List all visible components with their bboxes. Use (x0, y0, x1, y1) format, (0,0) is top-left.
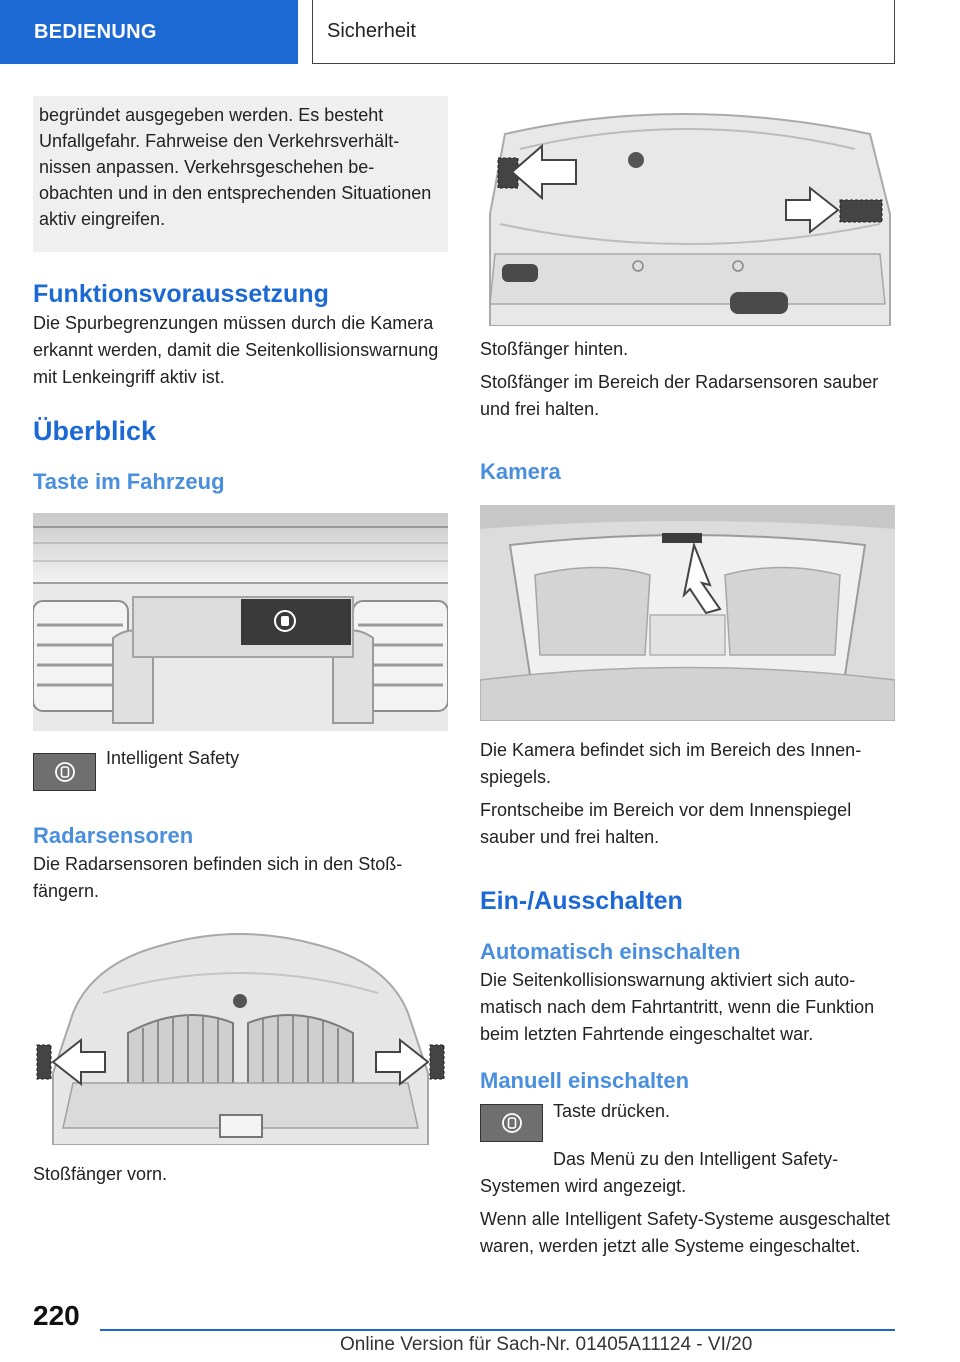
manual-button-row (480, 1098, 895, 1142)
left-column (33, 96, 448, 1188)
paragraph-funktion: Die Spurbegrenzungen müssen durch die Kamera erkannt werden, damit die Seitenkollisionswarnung mit Lenkeingriff aktiv ist. (33, 313, 439, 387)
paragraph-kamera-1: Die Kamera befindet sich im Bereich des Innenspiegels. (480, 740, 862, 787)
paragraph-rear-sensors: Stoßfänger im Bereich der Radarsensoren sauber und frei halten. (480, 372, 879, 419)
front-bumper-figure (33, 923, 448, 1145)
paragraph-wenn-alle: Wenn alle Intelligent Safety-Systeme ausgeschaltet waren, werden jetzt alle Systeme eingeschaltet. (480, 1209, 890, 1256)
footer-divider (100, 1329, 895, 1331)
paragraph-menu: Das Menü zu den Intelligent Safety-Systemen wird angezeigt. (480, 1149, 839, 1196)
button-label-intelligent-safety: Intelligent Safety (106, 748, 240, 768)
heading-automatisch-einschalten: Automatisch einschalten (480, 939, 741, 964)
header-section-tab: BEDIENUNG (0, 0, 298, 64)
heading-kamera: Kamera (480, 459, 561, 484)
front-car-illustration (33, 923, 448, 1145)
caption-stossfaenger-hinten: Stoßfänger hinten. (480, 339, 629, 359)
heading-ueberblick: Überblick (33, 416, 157, 446)
caption-stossfaenger-vorn: Stoßfänger vorn. (33, 1164, 168, 1184)
heading-funktionsvoraussetzung: Funktionsvoraussetzung (33, 280, 329, 308)
heading-taste-im-fahrzeug: Taste im Fahrzeug (33, 469, 225, 494)
rear-car-illustration (480, 104, 895, 326)
online-version-text: Online Version für Sach-Nr. 01405A11124 - VI/20 (340, 1334, 753, 1355)
car-shield-icon (33, 753, 96, 791)
dashboard-button-figure (33, 513, 448, 731)
heading-radarsensoren: Radarsensoren (33, 823, 194, 848)
warning-text: begründet ausgegeben werden. Es besteht Unfallgefahr. Fahrweise den Verkehrsverhältnissen anpassen. Verkehrsgeschehen beobachten und in den entsprechenden Situationen aktiv eingreifen. (39, 105, 432, 229)
warning-box (33, 96, 448, 252)
paragraph-taste-druecken: Taste drücken. (553, 1101, 671, 1121)
car-shield-icon (480, 1104, 543, 1142)
paragraph-radar: Die Radarsensoren befinden sich in den Stoßfängern. (33, 854, 403, 901)
dashboard-illustration (33, 513, 448, 731)
heading-ein-ausschalten: Ein-/Ausschalten (480, 887, 683, 915)
rear-bumper-figure (480, 104, 895, 326)
paragraph-kamera-2: Frontscheibe im Bereich vor dem Innenspiegel sauber und frei halten. (480, 800, 852, 847)
header-chapter-title: Sicherheit (312, 0, 895, 64)
paragraph-automatisch: Die Seitenkollisionswarnung aktiviert sich automatisch nach dem Fahrtantritt, wenn die Funktion beim letzten Fahrtende eingeschaltet war. (480, 970, 875, 1044)
heading-manuell-einschalten: Manuell einschalten (480, 1068, 690, 1093)
camera-figure (480, 505, 895, 721)
right-column (480, 104, 895, 1260)
intelligent-safety-button-row (33, 745, 448, 791)
page-number: 220 (33, 1300, 80, 1331)
camera-interior-illustration (480, 505, 895, 721)
